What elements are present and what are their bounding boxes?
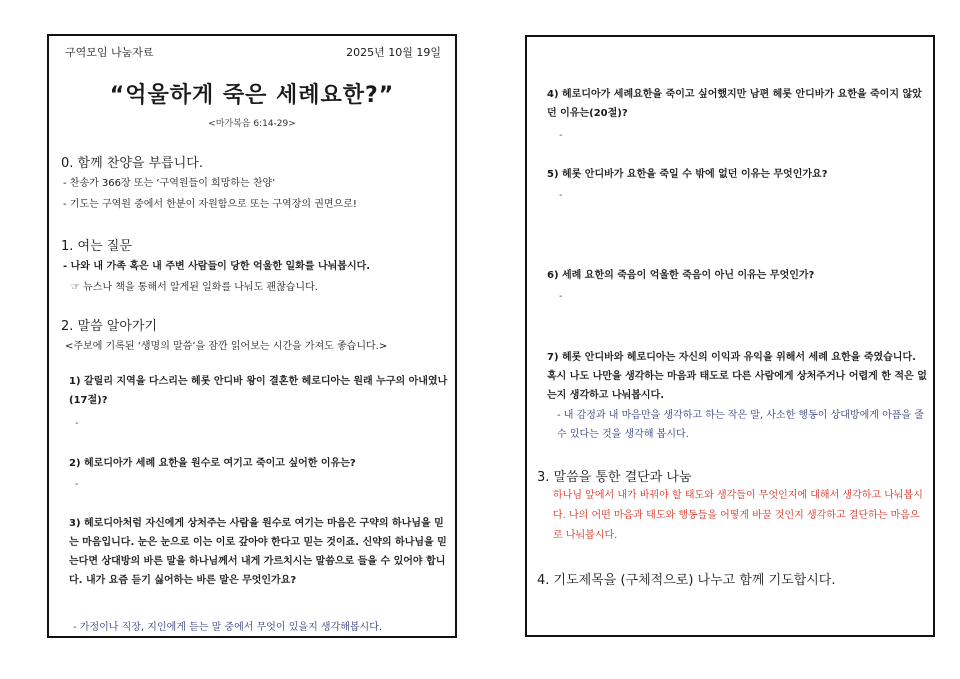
answer-dash-4: - [559, 130, 563, 141]
answer-dash-1: - [75, 418, 79, 429]
question-7: 7) 헤롯 안디바와 헤로디아는 자신의 이익과 유익을 위해서 세례 요한을 죽였습니다. 혹시 나도 나만을 생각하는 마음과 태도로 다른 사람에게 상처주거나 어렵게 한 적은 없는지 생각하고 나눠봅시다. [547, 352, 927, 401]
page-title: “억울하게 죽은 세례요한?” [109, 83, 395, 108]
question-3-hint: - 가정이나 직장, 지인에게 듣는 말 중에서 무엇이 있을지 생각해봅시다. [73, 622, 383, 633]
answer-dash-2: - [75, 479, 79, 490]
question-2: 2) 헤로디아가 세례 요한을 원수로 여기고 죽이고 싶어한 이유는? [69, 458, 356, 469]
section-0-line-2: - 기도는 구역원 중에서 한분이 자원함으로 또는 구역장의 권면으로! [63, 199, 357, 210]
section-2-heading: 2. 말씀 알아가기 [61, 319, 158, 334]
section-3-heading: 3. 말씀을 통한 결단과 나눔 [537, 470, 692, 485]
question-4: 4) 헤로디아가 세례요한을 죽이고 싶어했지만 남편 헤롯 안디바가 요한을 죽이지 않았던 이유는(20절)? [547, 89, 922, 119]
section-3-text: 하나님 앞에서 내가 바꿔야 할 태도와 생각들이 무엇인지에 대해서 생각하고 나눠봅시다. 나의 어떤 마음과 태도와 행동들을 어떻게 바꿀 것인지 생각하고 결단하는 마음으로 나눠봅시다. [553, 490, 923, 541]
question-6: 6) 세례 요한의 죽음이 억울한 죽음이 아닌 이유는 무엇인가? [547, 270, 815, 281]
section-4-heading: 4. 기도제목을 (구체적으로) 나누고 함께 기도합시다. [537, 573, 836, 588]
section-0-heading: 0. 함께 찬양을 부릅니다. [61, 156, 203, 171]
question-3: 3) 헤로디아처럼 자신에게 상처주는 사람을 원수로 여기는 마음은 구약의 하나님을 믿는 마음입니다. 눈은 눈으로 이는 이로 갚아야 한다고 믿는 것이죠. 신약의 하나님을 믿는다면 상대방의 바른 말을 하나님께서 내게 가르치시는 말씀으로 들을 수 있어야 합니다. 내가 요즘 듣기 싫어하는 바른 말은 무엇인가요? [69, 518, 447, 586]
question-5: 5) 헤롯 안디바가 요한을 죽일 수 밖에 없던 이유는 무엇인가요? [547, 169, 828, 180]
header-group-label: 구역모임 나눔자료 [65, 46, 154, 59]
answer-dash-6: - [559, 291, 563, 302]
left-page [47, 34, 457, 638]
section-1-line-2: ☞ 뉴스나 책을 통해서 알게된 일화를 나눠도 괜찮습니다. [71, 282, 318, 293]
right-page [525, 35, 935, 637]
question-7-hint: - 내 감정과 내 마음만을 생각하고 하는 작은 말, 사소한 행동이 상대방에게 아픔을 줄 수 있다는 것을 생각해 봅시다. [557, 410, 924, 440]
scripture-reference: <마가복음 6:14-29> [208, 119, 296, 129]
header-date: 2025년 10월 19일 [346, 46, 441, 59]
section-2-intro: <주보에 기록된 ‘생명의 말씀’을 잠깐 읽어보는 시간을 가져도 좋습니다.> [65, 341, 388, 352]
section-1-heading: 1. 여는 질문 [61, 239, 132, 254]
section-0-line-1: - 찬송가 366장 또는 ‘구역원들이 희망하는 찬양’ [63, 178, 276, 189]
section-1-line-1: - 나와 내 가족 혹은 내 주변 사람들이 당한 억울한 일화를 나눠봅시다. [63, 261, 371, 272]
answer-dash-5: - [559, 190, 563, 201]
question-1: 1) 갈릴리 지역을 다스리는 헤롯 안디바 왕이 결혼한 헤로디아는 원래 누구의 아내였나(17절)? [69, 376, 448, 406]
